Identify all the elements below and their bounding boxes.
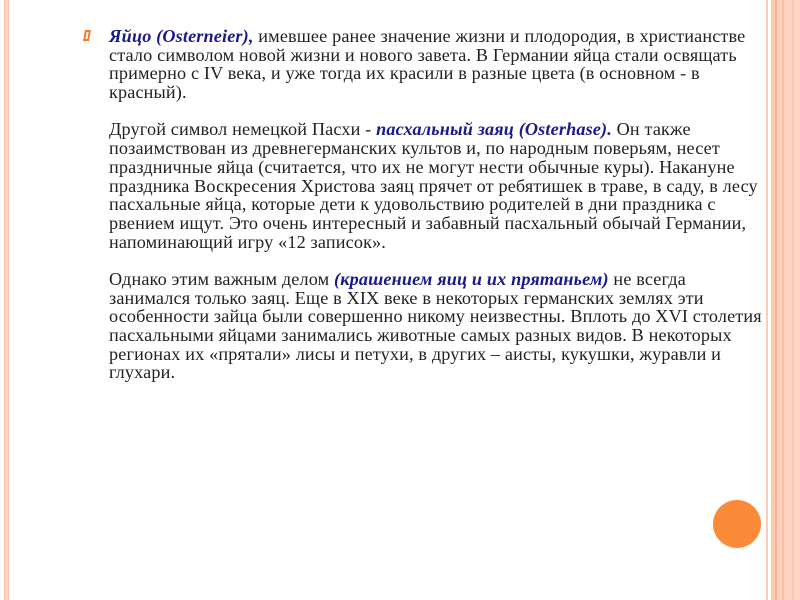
orange-circle-decoration bbox=[713, 500, 761, 548]
paragraph-2-text: Он также позаимствован из древнегерманских культов и, по народным поверьям, несет праздничные яйца (считается, что их не могут нести обычные куры). Накануне праздника Воскресения Христова заяц прячет от ребятишек в траве, в саду, в лесу пасхальные яйца, которые дети к удовольствию родителей в дни праздника с рвением ищут. Это очень интересный и забавный пасхальный обычай Германии, напоминающий игру «12 записок». bbox=[109, 119, 758, 252]
paragraph-1-text: имевшее ранее значение жизни и плодородия, в христианстве стало символом новой жизни и нового завета. В Германии яйца стали освящать примерно с IV века, и уже тогда их красили в разные цвета (в основном - в красный). bbox=[109, 26, 746, 103]
left-decorative-rule bbox=[4, 0, 9, 600]
highlight-osterneier: Яйцо (Osterneier), bbox=[109, 26, 254, 46]
paragraph-easter-hare bbox=[109, 120, 764, 251]
paragraph-egg-hiding bbox=[109, 270, 764, 382]
right-decorative-stripes bbox=[766, 0, 800, 600]
slide-body bbox=[84, 27, 764, 382]
highlight-osterhase: пасхальный заяц (Osterhase). bbox=[376, 119, 612, 140]
paragraph-2-before: Другой символ немецкой Пасхи - bbox=[109, 119, 377, 140]
bullet-item bbox=[84, 27, 764, 382]
orange-square-bullet-icon bbox=[83, 30, 91, 41]
paragraph-easter-egg bbox=[109, 27, 764, 102]
paragraph-3-before: Однако этим важным делом bbox=[109, 268, 335, 289]
highlight-egg-coloring: (крашением яиц и их прятаньем) bbox=[334, 268, 609, 289]
paragraph-3-text: не всегда занимался только заяц. Еще в XIX веке в некоторых германских землях эти особенности зайца были совершенно никому неизвестны. Вплоть до XVI столетия пасхальными яйцами занимались животные самых разных видов. В некоторых регионах их «прятали» лисы и петухи, в других – аисты, кукушки, журавли и глухари. bbox=[109, 268, 762, 383]
